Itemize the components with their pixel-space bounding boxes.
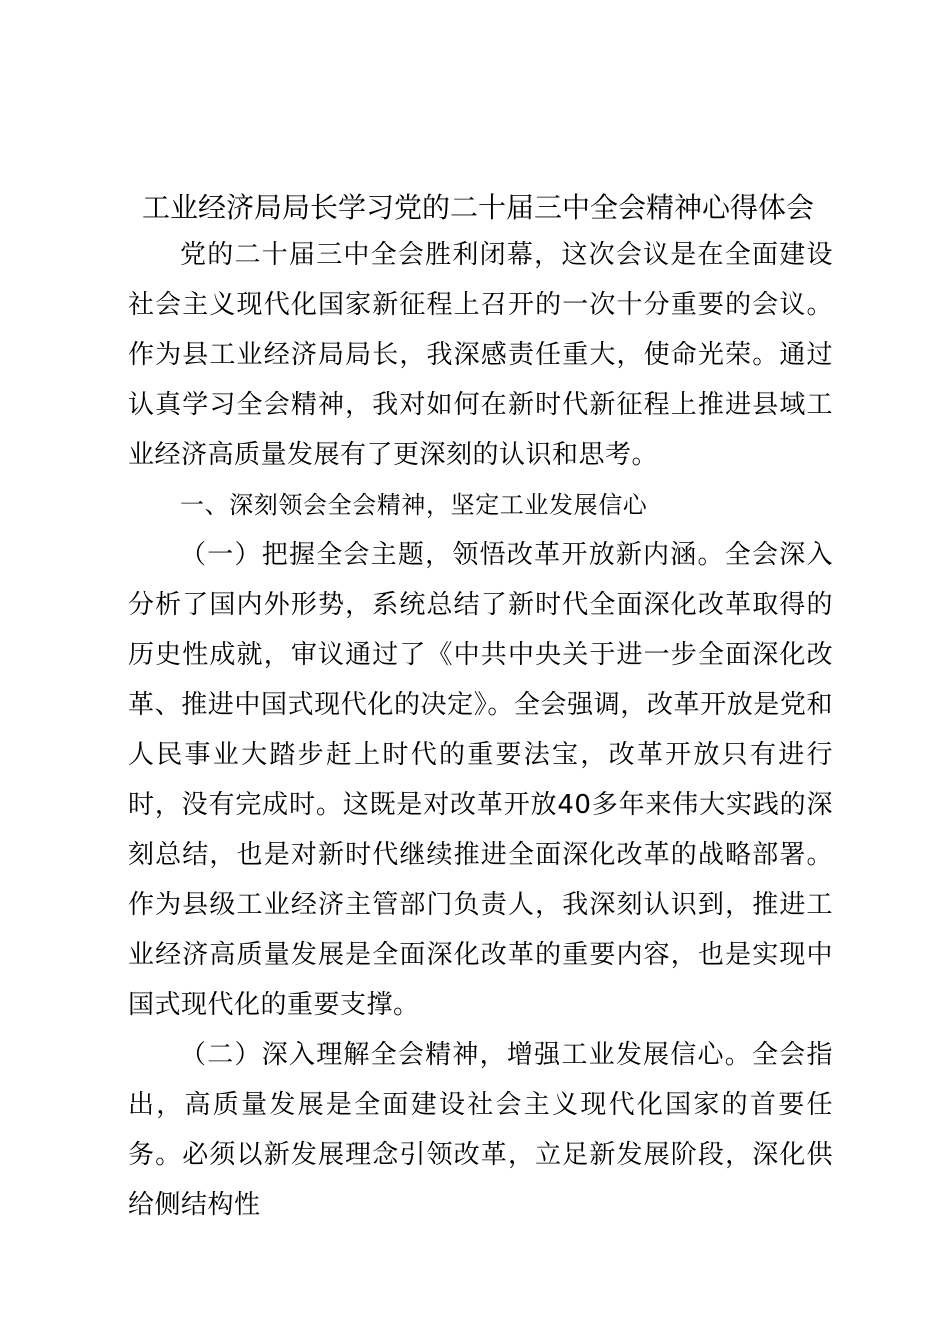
document-body	[128, 230, 833, 1230]
paragraph-section-1-2: （二）深入理解全会精神，增强工业发展信心。全会指出，高质量发展是全面建设社会主义现代化国家的首要任务。必须以新发展理念引领改革，立足新发展阶段，深化供给侧结构性	[128, 1040, 833, 1220]
paragraph-intro: 党的二十届三中全会胜利闭幕，这次会议是在全面建设社会主义现代化国家新征程上召开的一次十分重要的会议。作为县工业经济局局长，我深感责任重大，使命光荣。通过认真学习全会精神，我对如何在新时代新征程上推进县域工业经济高质量发展有了更深刻的认识和思考。	[128, 240, 833, 470]
document-title: 工业经济局局长学习党的二十届三中全会精神心得体会	[141, 191, 814, 224]
paragraph-section-1-1: （一）把握全会主题，领悟改革开放新内涵。全会深入分析了国内外形势，系统总结了新时代全面深化改革取得的历史性成就，审议通过了《中共中央关于进一步全面深化改革、推进中国式现代化的决定》。全会强调，改革开放是党和人民事业大踏步赶上时代的重要法宝，改革开放只有进行时，没有完成时。这既是对改革开放40多年来伟大实践的深刻总结，也是对新时代继续推进全面深化改革的战略部署。作为县级工业经济主管部门负责人，我深刻认识到，推进工业经济高质量发展是全面深化改革的重要内容，也是实现中国式现代化的重要支撑。	[128, 540, 833, 1020]
section-heading-1: 一、深刻领会全会精神，坚定工业发展信心	[180, 491, 648, 519]
